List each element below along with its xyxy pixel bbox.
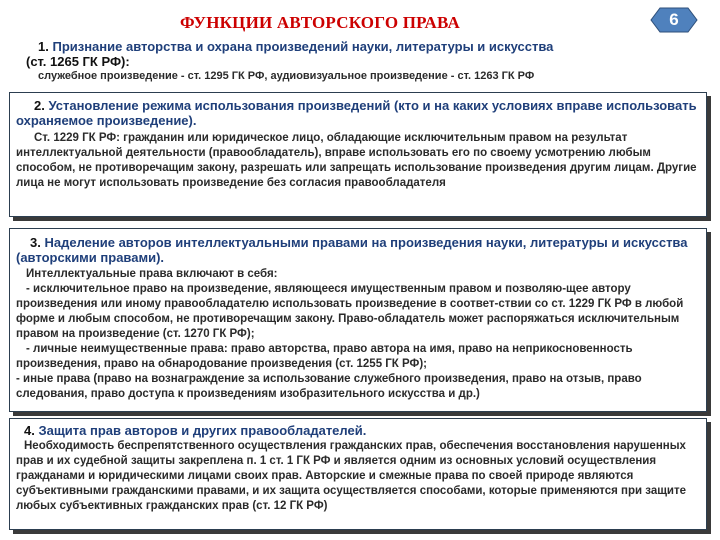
section-3-intro: Интеллектуальные права включают в себя: [26,268,278,280]
section-3-number: 3. [30,235,41,250]
section-1-heading-text: Признание авторства и охрана произведений науки, литературы и искусства [52,39,554,54]
section-1-heading-ref: (ст. 1265 ГК РФ): [26,54,130,69]
section-4-number: 4. [24,423,35,438]
section-3-item: - исключительное право на произведение, являющееся имущественным правом и позволяю-щее автору произведения или иному правообладателю использовать произведение в соответ-ствии со ст. 1229 ГК РФ в любой форме и любым способом, не противоречащим закону. Право-обладатель может распоряжаться исключительным правом на произведение (ст. 1270 ГК РФ); [16,283,684,340]
slide-number: 6 [669,10,679,29]
section-4-heading [16,423,700,438]
section-4 [9,418,707,530]
section-2 [9,92,707,217]
section-3-item: - иные права (право на вознаграждение за использование служебного произведения, право на отзыв, право следования, право доступа к произведениям изобразительного искусства и др.) [16,373,642,400]
section-1 [9,34,707,87]
section-4-body: Необходимость беспрепятственного осуществления гражданских прав, обеспечения восстановления нарушенных прав и их судебной защиты закреплена п. 1 ст. 1 ГК РФ и является одним из основных условий осуществления гражданами и юридическими лицами своих прав. Авторские и смежные права по своей природе являются субъективными гражданскими правами, и их защита осуществляется способами, которые применяются при защите любых субъективных гражданских прав (ст. 12 ГК РФ) [16,440,687,512]
section-2-heading [16,98,700,128]
section-3-heading [16,235,700,265]
section-3 [9,228,707,412]
section-1-number: 1. [38,39,49,54]
section-2-heading-text: Установление режима использования произведений (кто и на каких условиях вправе использовать охраняемое произведение). [16,98,697,128]
section-4-heading-text: Защита прав авторов и других правообладателей. [38,423,367,438]
section-2-number: 2. [34,98,45,113]
section-1-heading [16,39,700,54]
section-1-body: служебное произведение - ст. 1295 ГК РФ, аудиовизуальное произведение - ст. 1263 ГК РФ [38,70,535,82]
section-3-heading-text: Наделение авторов интеллектуальными правами на произведения науки, литературы и искусства (авторскими правами). [16,235,688,265]
section-2-body: Ст. 1229 ГК РФ: гражданин или юридическое лицо, обладающие исключительным правом на результат интеллектуальной деятельности (правообладатель), вправе использовать его по своему усмотрению любым способом, не противоречащим закону, разрешать или запрещать использование произведения другим лицам. Другие лица не могут использовать произведение без согласия правообладателя [16,132,697,189]
slide-number-badge [650,7,698,33]
section-3-item: - личные неимущественные права: право авторства, право автора на имя, право на неприкосновенность произведения, право на обнародование произведения (ст. 1255 ГК РФ); [16,343,633,370]
page-title: ФУНКЦИИ АВТОРСКОГО ПРАВА [180,13,460,32]
